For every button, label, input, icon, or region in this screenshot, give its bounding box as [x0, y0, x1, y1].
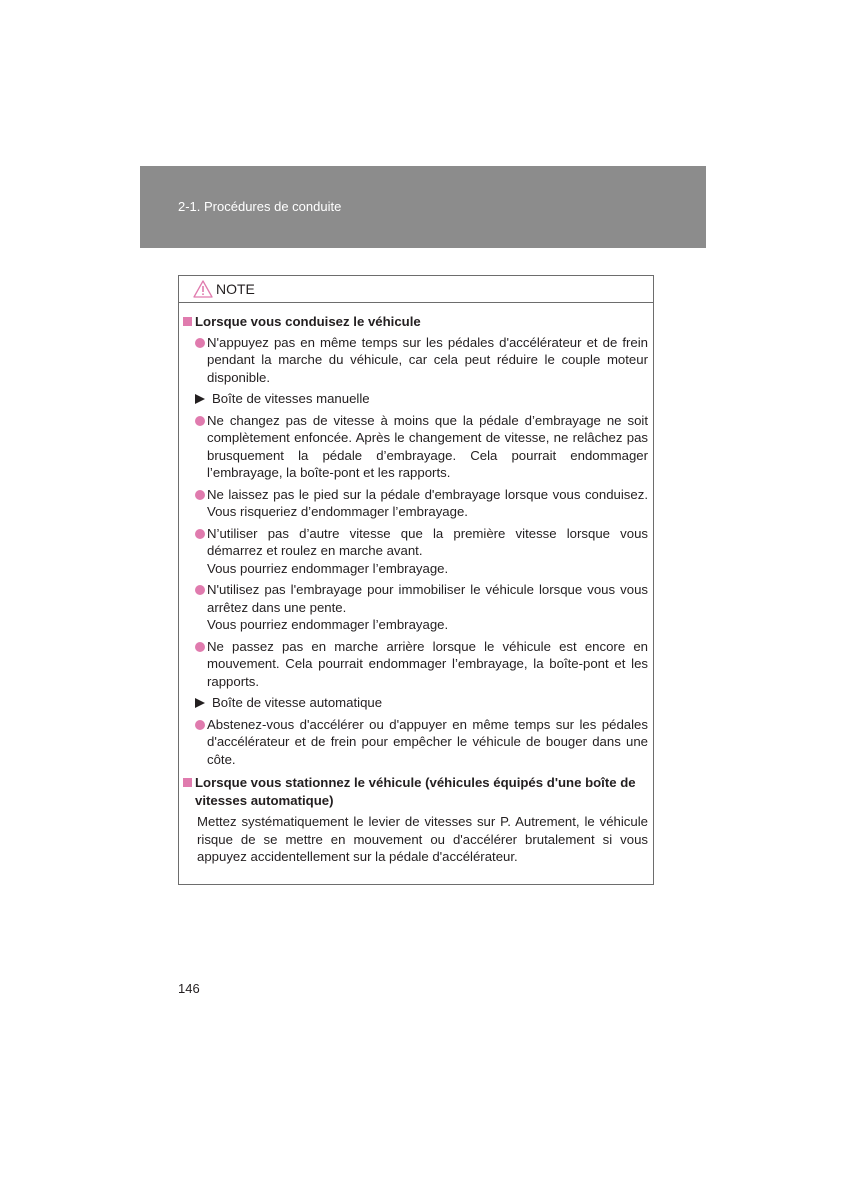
list-item-text: Ne laissez pas le pied sur la pédale d'embrayage lorsque vous conduisez. Vous risqueriez d’endommager l’embrayage. — [207, 486, 648, 519]
chapter-header — [140, 166, 706, 248]
note-title: NOTE — [216, 281, 255, 297]
note-box — [178, 275, 654, 885]
list-item — [183, 716, 650, 769]
section-heading — [183, 313, 650, 331]
bullet-icon — [195, 529, 205, 539]
page-number: 146 — [178, 981, 200, 996]
list-item — [183, 334, 650, 387]
list-item-text: N’utiliser pas d’autre vitesse que la première vitesse lorsque vous démarrez et roulez en marche avant. — [207, 525, 648, 558]
section-title: 2-1. Procédures de conduite — [178, 199, 342, 214]
arrow-right-icon — [195, 394, 205, 404]
list-item-text: Vous pourriez endommager l’embrayage. — [207, 617, 449, 632]
section-square-icon — [183, 778, 192, 787]
arrow-right-icon — [195, 698, 205, 708]
sub-heading-text: Boîte de vitesse automatique — [212, 695, 383, 710]
sub-heading — [183, 390, 650, 408]
paragraph: Mettez systématiquement le levier de vitesses sur P. Autrement, le véhicule risque de se mettre en mouvement ou d'accélérer brutalement si vous appuyez accidentellement sur la pédale d'accélérateur. — [197, 814, 648, 864]
note-body — [183, 313, 650, 866]
bullet-icon — [195, 416, 205, 426]
sub-heading — [183, 694, 650, 712]
section-heading — [183, 774, 650, 809]
bullet-icon — [195, 642, 205, 652]
note-header — [179, 276, 653, 303]
list-item-text: Ne changez pas de vitesse à moins que la pédale d’embrayage ne soit complètement enfoncée. Après le changement de vitesse, ne relâchez pas brusquement la pédale d’embrayage. Cela pourrait endommager l’embrayage, la boîte-pont et les rapports. — [207, 412, 648, 480]
list-item-text: Ne passez pas en marche arrière lorsque le véhicule est encore en mouvement. Cela pourrait endommager l’embrayage, la boîte-pont et les rapports. — [207, 638, 648, 689]
section-heading-text: Lorsque vous stationnez le véhicule (véhicules équipés d'une boîte de vitesses automatique) — [195, 775, 636, 808]
bullet-icon — [195, 720, 205, 730]
list-item-text: N'appuyez pas en même temps sur les pédales d'accélérateur et de frein pendant la marche du véhicule, car cela peut réduire le couple moteur disponible. — [207, 334, 648, 385]
section-heading-text: Lorsque vous conduisez le véhicule — [195, 314, 421, 329]
sub-heading-text: Boîte de vitesses manuelle — [212, 391, 370, 406]
bullet-icon — [195, 490, 205, 500]
list-item — [183, 581, 650, 634]
list-item — [183, 525, 650, 578]
bullet-icon — [195, 338, 205, 348]
warning-triangle-icon — [193, 280, 213, 298]
list-item-text: N'utilisez pas l'embrayage pour immobiliser le véhicule lorsque vous vous arrêtez dans une pente. — [207, 582, 648, 615]
section-square-icon — [183, 317, 192, 326]
list-item — [183, 412, 650, 482]
list-item — [183, 638, 650, 691]
bullet-icon — [195, 585, 205, 595]
list-item — [183, 486, 650, 521]
list-item-text: Abstenez-vous d'accélérer ou d'appuyer en même temps sur les pédales d'accélérateur et de frein pour empêcher le véhicule de bouger dans une côte. — [207, 716, 648, 767]
list-item-text: Vous pourriez endommager l’embrayage. — [207, 560, 449, 576]
